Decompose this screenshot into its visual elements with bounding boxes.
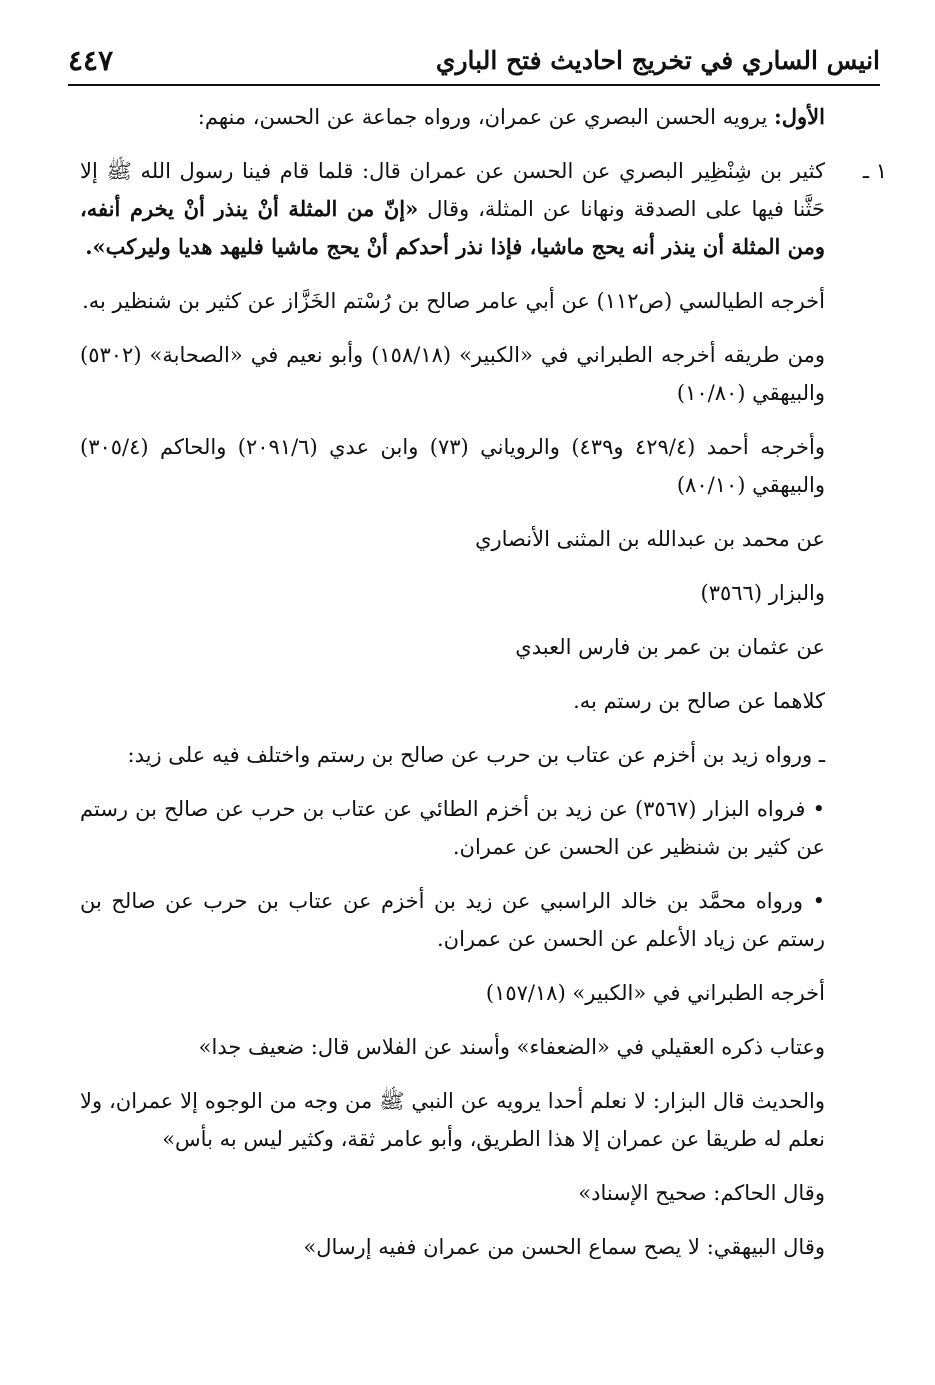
intro-label: الأول: (774, 104, 825, 129)
paragraph-tabarani: ومن طريقه أخرجه الطبراني في «الكبير» (١٥٨/١٨) وأبو نعيم في «الصحابة» (٥٣٠٢) والبيهقي (١٠/٨٠) (80, 343, 826, 405)
paragraph-hakim: وقال الحاكم: صحيح الإسناد» (578, 1181, 825, 1205)
intro-text: يرويه الحسن البصري عن عمران، ورواه جماعة عن الحسن، منهم: (197, 105, 768, 129)
paragraph-bullet-bazzar: • فرواه البزار (٣٥٦٧) عن زيد بن أخزم الطائي عن عتاب بن حرب عن صالح بن رستم عن كثير بن شنظير عن الحسن عن عمران. (80, 797, 825, 859)
page-number: ٤٤٧ (68, 44, 114, 77)
intro-paragraph (80, 98, 825, 136)
paragraph-uqayli: وعتاب ذكره العقيلي في «الضعفاء» وأسند عن الفلاس قال: ضعيف جدا» (198, 1035, 825, 1059)
paragraph-bullet-rasibi: • ورواه محمَّد بن خالد الراسبي عن زيد بن أخزم عن عتاب بن حرب عن صالح بن رستم عن زياد الأعلم عن الحسن عن عمران. (80, 889, 825, 951)
item-text: كثير بن شِنْظِير البصري عن الحسن عن عمران قال: قلما قام فينا رسول الله ﷺ إلا حَثَّنا فيها على الصدقة ونهانا عن المثلة، وقال (80, 159, 825, 221)
page-body (80, 98, 887, 1282)
item-number: ١ ـ (862, 159, 887, 183)
paragraph-bayhaqi: وقال البيهقي: لا يصح سماع الحسن من عمران ففيه إرسال» (303, 1235, 825, 1259)
book-title: انيس الساري في تخريج احاديث فتح الباري (435, 46, 880, 75)
paragraph-zayd: ـ ورواه زيد بن أخزم عن عتاب بن حرب عن صالح بن رستم واختلف فيه على زيد: (127, 743, 825, 767)
paragraph-ahmad: وأخرجه أحمد (٤٢٩/٤ و٤٣٩) والروياني (٧٣) وابن عدي (٢٠٩١/٦) والحاكم (٣٠٥/٤) والبيهقي (٨٠/١٠) (80, 435, 825, 497)
paragraph-uthman: عن عثمان بن عمر بن فارس العبدي (515, 635, 825, 659)
running-header (68, 40, 880, 86)
paragraph-bazzar: والبزار (٣٥٦٦) (700, 581, 825, 605)
paragraph-bazzar-comment: والحديث قال البزار: لا نعلم أحدا يرويه عن النبي ﷺ من وجه من الوجوه إلا عمران، ولا نعلم له طريقا عن عمران إلا هذا الطريق، وأبو عامر ثقة، وكثير ليس به بأس» (80, 1089, 825, 1151)
numbered-item-1 (80, 152, 887, 266)
paragraph-muhammad: عن محمد بن عبدالله بن المثنى الأنصاري (475, 527, 825, 551)
paragraph-kilahuma: كلاهما عن صالح بن رستم به. (573, 689, 825, 713)
hadith-quote: «إنّ من المثلة أنْ ينذر أنْ يخرم أنفه، ومن المثلة أن ينذر أنه يحج ماشيا، فإذا نذر أحدكم أنْ يحج ماشيا فليهد هديا وليركب». (80, 196, 825, 259)
paragraph-takhrij-tayalisi: أخرجه الطيالسي (ص١١٢) عن أبي عامر صالح بن رُسْتم الخَزَّاز عن كثير بن شنظير به. (82, 289, 825, 313)
paragraph-tabarani-kabir: أخرجه الطبراني في «الكبير» (١٥٧/١٨) (485, 981, 825, 1005)
